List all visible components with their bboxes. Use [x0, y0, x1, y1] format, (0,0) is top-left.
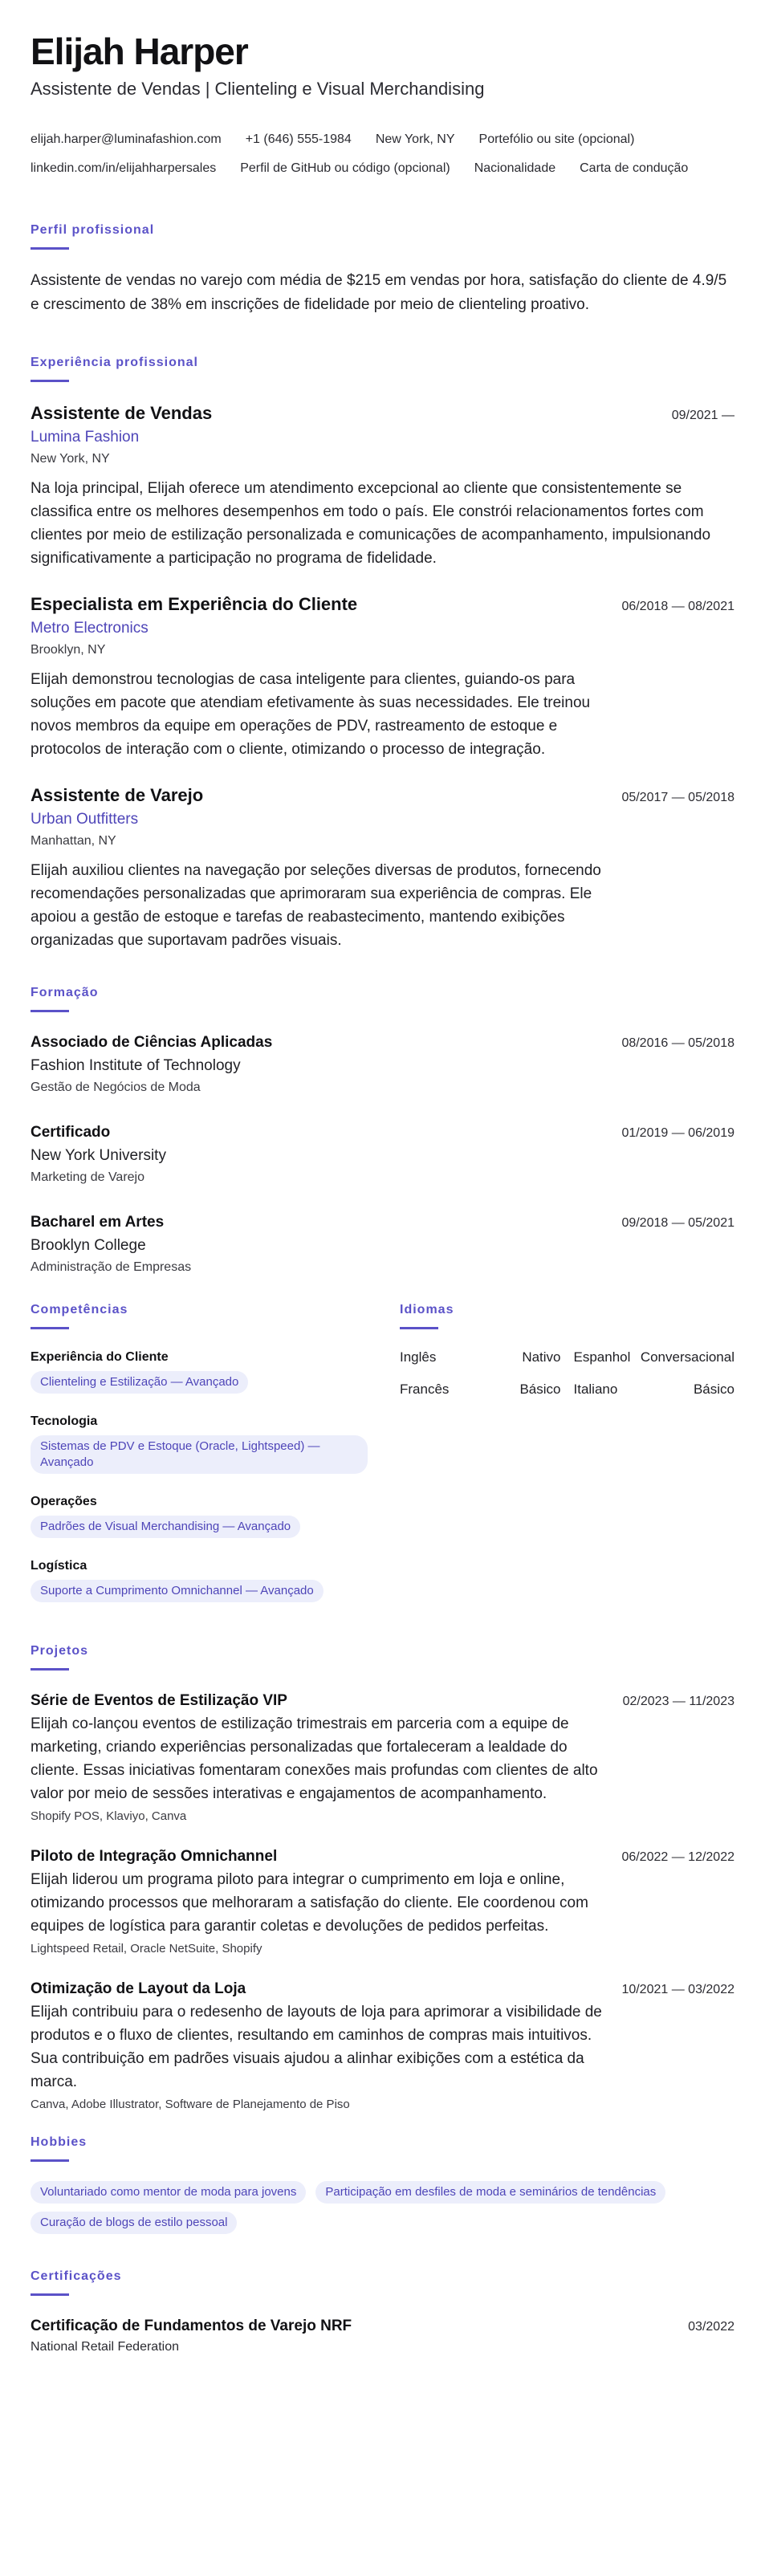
field-of-study: Gestão de Negócios de Moda [31, 1080, 201, 1094]
language-level: Nativo [522, 1349, 561, 1365]
job-location: Manhattan, NY [31, 834, 116, 848]
school-name: New York University [31, 1147, 166, 1164]
education-dates: 01/2019 — 06/2019 [621, 1126, 734, 1140]
language-item [574, 1381, 735, 1398]
language-level: Básico [519, 1382, 561, 1397]
projects-heading: Projetos [31, 1644, 89, 1658]
education-section [31, 984, 734, 1277]
experience-item [31, 783, 734, 952]
hobby-tag: Curação de blogs de estilo pessoal [31, 2212, 237, 2234]
resume-header [31, 29, 734, 183]
project-dates: 10/2021 — 03/2022 [621, 1983, 734, 1996]
hobby-tag: Participação em desfiles de moda e seminários de tendências [315, 2181, 665, 2204]
language-name: Italiano [573, 1382, 618, 1397]
language-level: Conversacional [640, 1349, 734, 1365]
job-company: Urban Outfitters [31, 811, 139, 828]
languages-heading: Idiomas [400, 1303, 454, 1316]
hobby-tag: Voluntariado como mentor de moda para jovens [31, 2181, 306, 2204]
section-divider [31, 2159, 69, 2162]
skill-group [31, 1493, 368, 1538]
contact-github[interactable]: Perfil de GitHub ou código (opcional) [240, 161, 450, 175]
job-dates: 09/2021 — [671, 409, 734, 422]
project-dates: 02/2023 — 11/2023 [622, 1695, 734, 1708]
project-description: Elijah contribuiu para o redesenho de layouts de loja para aprimorar a visibilidade de produtos e o fluxo de clientes, resultando em caminhos de compras mais intuitivos. Sua contribuição em padrões visuais ajudou a alinhar exibições com a estética da marca. [31, 2004, 602, 2090]
section-divider [400, 1327, 438, 1329]
contact-driving-license: Carta de condução [580, 161, 689, 175]
project-title: Série de Eventos de Estilização VIP [31, 1692, 287, 1709]
language-item [574, 1349, 735, 1366]
job-title: Especialista em Experiência do Cliente [31, 594, 358, 614]
contact-location: New York, NY [375, 132, 455, 146]
education-item [31, 1121, 734, 1187]
candidate-name: Elijah Harper [31, 31, 248, 72]
degree-title: Bacharel em Artes [31, 1214, 165, 1231]
candidate-headline: Assistente de Vendas | Clienteling e Visual Merchandising [31, 79, 485, 99]
skill-category: Tecnologia [31, 1414, 98, 1428]
school-name: Fashion Institute of Technology [31, 1057, 241, 1074]
summary-section [31, 222, 734, 317]
section-divider [31, 2293, 69, 2296]
language-name: Francês [400, 1382, 450, 1397]
job-company: Metro Electronics [31, 620, 149, 637]
project-title: Otimização de Layout da Loja [31, 1980, 246, 1997]
project-tools: Lightspeed Retail, Oracle NetSuite, Shopify [31, 1942, 262, 1955]
project-item [31, 1846, 734, 1959]
certification-issuer: National Retail Federation [31, 2340, 179, 2354]
section-divider [31, 380, 69, 382]
school-name: Brooklyn College [31, 1237, 146, 1254]
skill-tag: Suporte a Cumprimento Omnichannel — Avançado [31, 1580, 323, 1602]
languages-section [400, 1301, 734, 1622]
contact-portfolio[interactable]: Portefólio ou site (opcional) [478, 132, 635, 146]
contact-phone[interactable]: +1 (646) 555-1984 [245, 132, 352, 146]
skills-section [31, 1301, 368, 1622]
skills-languages-row [31, 1301, 734, 1622]
degree-title: Certificado [31, 1124, 111, 1141]
section-divider [31, 1010, 69, 1012]
language-name: Espanhol [573, 1349, 631, 1365]
summary-text: Assistente de vendas no varejo com média de $215 em vendas por hora, satisfação do cliente de 4.9/5 e crescimento de 38% em inscrições de fidelidade por meio de clienteling proativo. [31, 272, 727, 313]
skills-heading: Competências [31, 1303, 128, 1316]
job-description: Elijah demonstrou tecnologias de casa inteligente para clientes, guiando-os para soluções em pacote que atendiam efetivamente às suas necessidades. Ele treinou novos membros da equipe em operações de PDV, rastreamento de estoque e protocolos de interação com o cliente, otimizando o processo de integração. [31, 671, 591, 758]
hobbies-section [31, 2134, 734, 2234]
experience-section [31, 354, 734, 952]
language-list [400, 1349, 734, 1398]
education-dates: 08/2016 — 05/2018 [621, 1036, 734, 1050]
skill-category: Experiência do Cliente [31, 1350, 169, 1364]
language-item [400, 1381, 561, 1398]
skill-category: Operações [31, 1495, 97, 1508]
job-title: Assistente de Vendas [31, 403, 213, 423]
certifications-section [31, 2268, 734, 2357]
job-title: Assistente de Varejo [31, 785, 204, 805]
field-of-study: Administração de Empresas [31, 1260, 192, 1274]
project-tools: Canva, Adobe Illustrator, Software de Planejamento de Piso [31, 2098, 350, 2111]
hobby-list [31, 2181, 734, 2234]
language-level: Básico [693, 1382, 734, 1397]
certification-date: 03/2022 [688, 2320, 734, 2334]
contact-email[interactable]: elijah.harper@luminafashion.com [31, 132, 222, 146]
project-description: Elijah liderou um programa piloto para integrar o cumprimento em loja e online, otimizando processos que melhoraram a satisfação do cliente. Ele coordenou com equipes de logística para garantir coletas e devoluções de pedidos perfeitas. [31, 1871, 588, 1935]
job-location: New York, NY [31, 452, 110, 466]
job-dates: 06/2018 — 08/2021 [621, 600, 734, 613]
education-heading: Formação [31, 986, 99, 999]
project-item [31, 1978, 734, 2114]
job-description: Na loja principal, Elijah oferece um atendimento excepcional ao cliente que consistentemente se classifica entre os melhores desempenhos em todo o país. Ele constrói relacionamentos fortes com clientes por meio de estilização personalizada e comunicações de acompanhamento, impulsionando significativamente a participação no programa de fidelidade. [31, 480, 711, 567]
language-item [400, 1349, 561, 1366]
experience-item [31, 592, 734, 761]
experience-heading: Experiência profissional [31, 356, 198, 369]
education-item [31, 1211, 734, 1277]
skill-tag: Padrões de Visual Merchandising — Avançado [31, 1516, 300, 1538]
certification-name: Certificação de Fundamentos de Varejo NRF [31, 2318, 352, 2334]
hobbies-heading: Hobbies [31, 2135, 87, 2149]
language-name: Inglês [400, 1349, 437, 1365]
experience-item [31, 401, 734, 570]
section-divider [31, 1327, 69, 1329]
education-dates: 09/2018 — 05/2021 [621, 1216, 734, 1230]
skill-group [31, 1349, 368, 1394]
projects-section [31, 1642, 734, 2114]
project-dates: 06/2022 — 12/2022 [621, 1850, 734, 1864]
skill-tag: Sistemas de PDV e Estoque (Oracle, Lightspeed) — Avançado [31, 1435, 368, 1474]
degree-title: Associado de Ciências Aplicadas [31, 1034, 273, 1051]
job-location: Brooklyn, NY [31, 643, 106, 657]
certifications-heading: Certificações [31, 2269, 122, 2283]
contact-nationality: Nacionalidade [474, 161, 556, 175]
skill-group [31, 1413, 368, 1474]
contact-list [31, 125, 734, 183]
job-company: Lumina Fashion [31, 429, 140, 446]
project-item [31, 1690, 734, 1826]
job-description: Elijah auxiliou clientes na navegação por seleções diversas de produtos, fornecendo recomendações personalizadas que aprimoraram sua experiência de compras. Ele apoiou a gestão de estoque e tarefas de reabastecimento, mantendo exibições organizadas que suportavam padrões visuais. [31, 862, 601, 949]
skill-group [31, 1557, 368, 1602]
project-description: Elijah co-lançou eventos de estilização trimestrais em parceria com a equipe de marketing, criando experiências personalizadas que fortaleceram a lealdade do cliente. Essas iniciativas fomentaram conexões mais profundas com clientes de alto valor por meio de sessões interativas e engajamentos de acompanhamento. [31, 1715, 598, 1802]
job-dates: 05/2017 — 05/2018 [621, 791, 734, 804]
project-tools: Shopify POS, Klaviyo, Canva [31, 1809, 187, 1823]
skill-tag: Clienteling e Estilização — Avançado [31, 1371, 248, 1394]
section-divider [31, 247, 69, 250]
certification-item [31, 2315, 734, 2357]
project-title: Piloto de Integração Omnichannel [31, 1848, 278, 1865]
skill-category: Logística [31, 1559, 87, 1573]
education-item [31, 1032, 734, 1097]
summary-heading: Perfil profissional [31, 223, 155, 237]
section-divider [31, 1668, 69, 1671]
contact-linkedin[interactable]: linkedin.com/in/elijahharpersales [31, 161, 217, 175]
field-of-study: Marketing de Varejo [31, 1170, 144, 1184]
